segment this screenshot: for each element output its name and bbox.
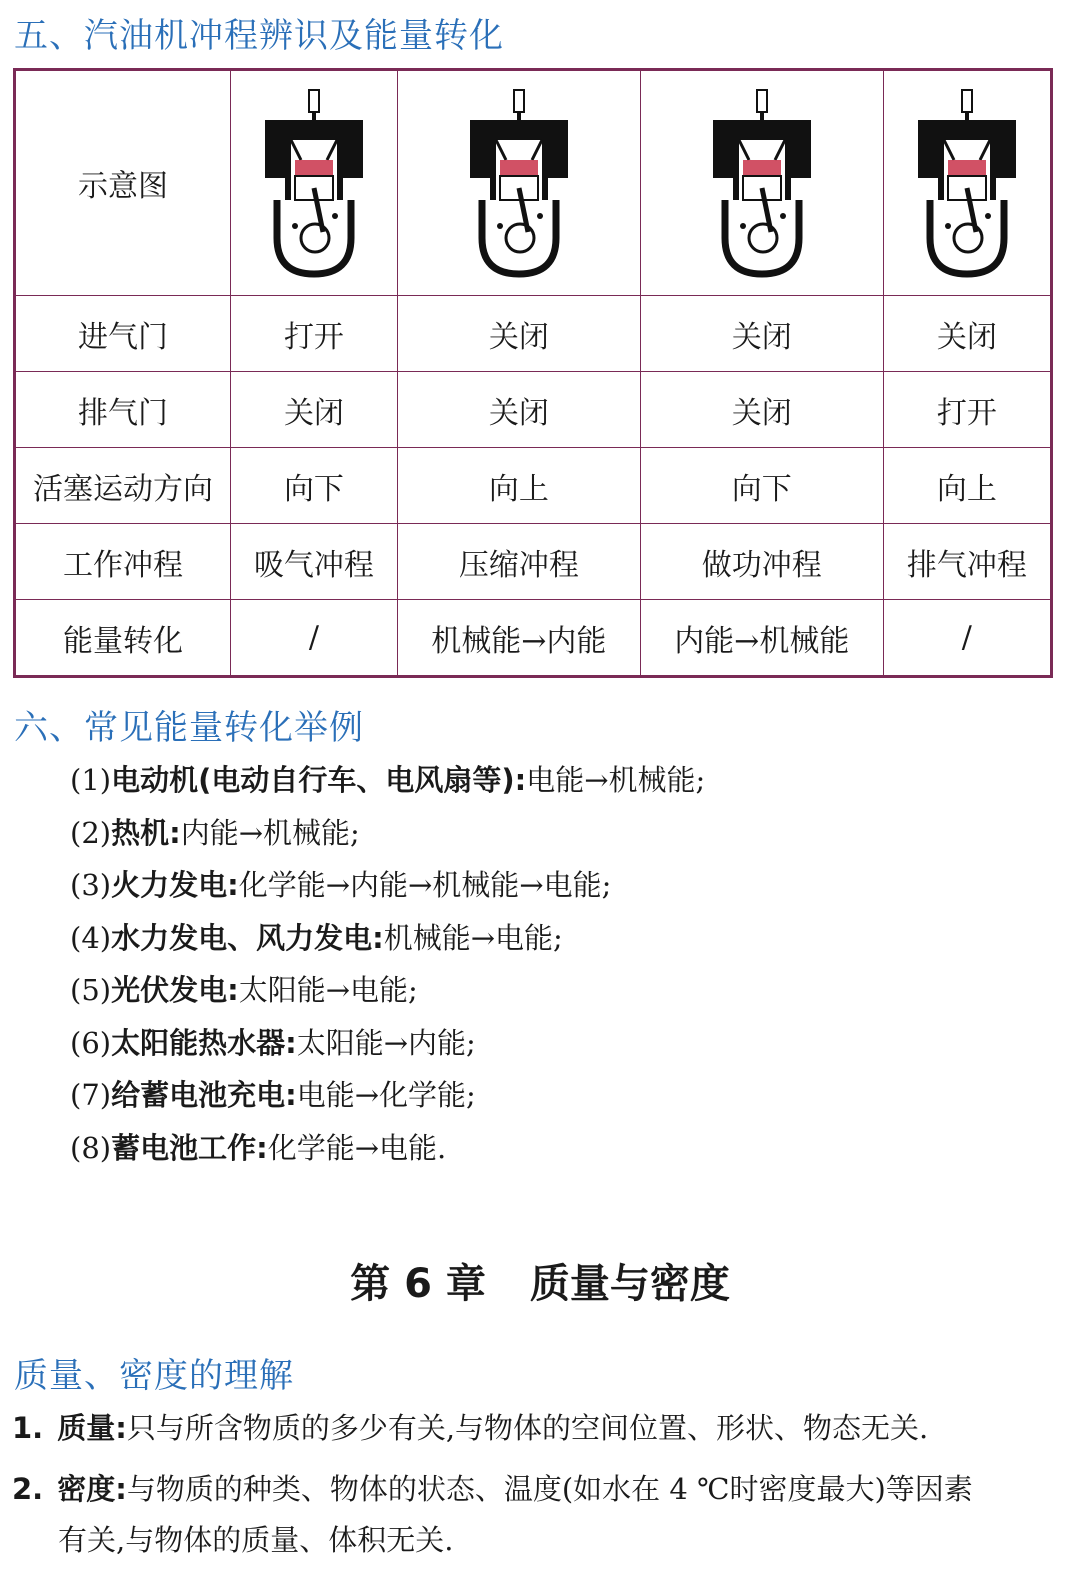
paragraph-term: 质量: xyxy=(57,1411,127,1445)
row-label-stroke: 工作冲程 xyxy=(15,524,231,600)
engine-power-icon xyxy=(703,88,821,278)
list-item xyxy=(70,760,705,813)
paragraph-term: 密度: xyxy=(57,1472,127,1506)
paragraph-mass xyxy=(12,1406,928,1447)
item-desc: 化学能→内能→机械能→电能; xyxy=(238,868,612,902)
chapter-title: 质量与密度 xyxy=(529,1261,730,1307)
table-cell: 向下 xyxy=(640,448,883,524)
table-cell: 机械能→内能 xyxy=(397,600,640,677)
table-row xyxy=(15,524,1052,600)
item-desc: 太阳能→内能; xyxy=(296,1025,476,1060)
list-item xyxy=(70,1075,705,1128)
item-term: 太阳能热水器: xyxy=(111,1025,297,1060)
table-row xyxy=(15,296,1052,372)
chapter-heading xyxy=(0,1252,1080,1309)
table-row xyxy=(15,448,1052,524)
row-label-intake: 进气门 xyxy=(15,296,231,372)
item-term: 蓄电池工作: xyxy=(111,1130,268,1165)
table-cell: 向上 xyxy=(883,448,1051,524)
paragraph-number: 2. xyxy=(12,1472,44,1506)
table-cell: 吸气冲程 xyxy=(231,524,398,600)
table-cell: 关闭 xyxy=(397,372,640,448)
item-term: 火力发电: xyxy=(111,868,239,902)
table-cell: 排气冲程 xyxy=(883,524,1051,600)
table-cell: 关闭 xyxy=(883,296,1051,372)
paragraph-text: 只与所含物质的多少有关,与物体的空间位置、形状、物态无关. xyxy=(126,1411,929,1445)
table-row xyxy=(15,372,1052,448)
item-desc: 化学能→电能. xyxy=(267,1130,447,1165)
item-number: (2) xyxy=(70,815,112,850)
section-title-energy-examples: 六、常见能量转化举例 xyxy=(14,708,364,748)
engine-diagram-power xyxy=(640,70,883,296)
item-number: (4) xyxy=(70,920,112,955)
paragraph-number: 1. xyxy=(12,1411,44,1445)
section-title-gasoline-engine: 五、汽油机冲程辨识及能量转化 xyxy=(14,16,504,56)
table-row xyxy=(15,70,1052,296)
item-term: 给蓄电池充电: xyxy=(111,1078,297,1112)
list-item xyxy=(70,813,705,866)
section-title-mass-density: 质量、密度的理解 xyxy=(14,1356,294,1396)
paragraph-text: 与物质的种类、物体的状态、温度(如水在 4 ℃时密度最大)等因素 xyxy=(126,1472,973,1506)
item-desc: 太阳能→电能; xyxy=(238,973,418,1007)
item-term: 水力发电、风力发电: xyxy=(111,920,384,955)
list-item xyxy=(70,865,705,918)
table-cell: 打开 xyxy=(883,372,1051,448)
item-desc: 电能→化学能; xyxy=(296,1078,476,1112)
item-term: 热机: xyxy=(111,815,181,850)
energy-examples-list xyxy=(70,760,705,1180)
engine-diagram-intake xyxy=(231,70,398,296)
list-item xyxy=(70,970,705,1023)
table-cell: / xyxy=(231,600,398,677)
item-term: 光伏发电: xyxy=(111,973,239,1007)
table-cell: 关闭 xyxy=(640,296,883,372)
list-item xyxy=(70,918,705,971)
chapter-label: 第 6 章 xyxy=(350,1261,486,1307)
table-row xyxy=(15,600,1052,677)
table-cell: 向上 xyxy=(397,448,640,524)
table-cell: / xyxy=(883,600,1051,677)
engine-intake-icon xyxy=(255,88,373,278)
table-cell: 压缩冲程 xyxy=(397,524,640,600)
item-desc: 机械能→电能; xyxy=(383,920,563,955)
item-desc: 电能→机械能; xyxy=(526,763,706,797)
engine-exhaust-icon xyxy=(908,88,1026,278)
engine-compression-icon xyxy=(460,88,578,278)
paragraph-density-cont: 有关,与物体的质量、体积无关. xyxy=(58,1523,454,1557)
row-label-piston: 活塞运动方向 xyxy=(15,448,231,524)
engine-diagram-compression xyxy=(397,70,640,296)
row-label-diagram: 示意图 xyxy=(15,70,231,296)
list-item xyxy=(70,1023,705,1076)
row-label-energy: 能量转化 xyxy=(15,600,231,677)
paragraph-density xyxy=(12,1467,973,1508)
table-cell: 打开 xyxy=(231,296,398,372)
item-number: (8) xyxy=(70,1130,112,1165)
item-number: (5) xyxy=(70,973,112,1007)
item-number: (7) xyxy=(70,1078,112,1112)
table-cell: 向下 xyxy=(231,448,398,524)
table-cell: 关闭 xyxy=(397,296,640,372)
item-number: (1) xyxy=(70,763,112,797)
list-item xyxy=(70,1128,705,1181)
row-label-exhaust: 排气门 xyxy=(15,372,231,448)
stroke-table xyxy=(13,68,1053,678)
item-desc: 内能→机械能; xyxy=(180,815,360,850)
item-term: 电动机(电动自行车、电风扇等): xyxy=(111,763,527,797)
table-cell: 内能→机械能 xyxy=(640,600,883,677)
table-cell: 关闭 xyxy=(640,372,883,448)
item-number: (6) xyxy=(70,1025,112,1060)
engine-diagram-exhaust xyxy=(883,70,1051,296)
table-cell: 关闭 xyxy=(231,372,398,448)
item-number: (3) xyxy=(70,868,112,902)
table-cell: 做功冲程 xyxy=(640,524,883,600)
